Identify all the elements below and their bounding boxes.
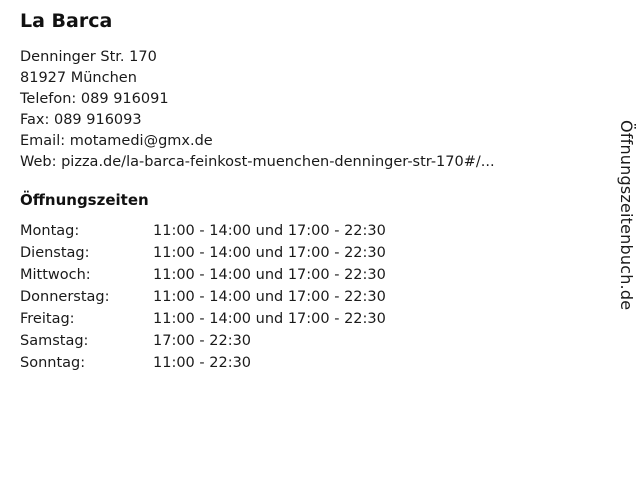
address-line-email: Email: motamedi@gmx.de [20, 132, 213, 149]
table-row [20, 267, 386, 289]
hours-day-label: Freitag: [20, 310, 75, 327]
table-row [20, 311, 386, 333]
hours-day-label: Sonntag: [20, 354, 86, 371]
address-line-phone: Telefon: 089 916091 [20, 90, 169, 107]
hours-time-value: 11:00 - 14:00 und 17:00 - 22:30 [153, 244, 386, 261]
watermark-brand: Öffnungszeitenbuch.de [617, 120, 636, 311]
business-info-card [20, 10, 600, 377]
address-line-street: Denninger Str. 170 [20, 48, 157, 65]
hours-time-value: 17:00 - 22:30 [153, 332, 252, 349]
page-title: La Barca [20, 10, 113, 32]
hours-time-value: 11:00 - 14:00 und 17:00 - 22:30 [153, 266, 386, 283]
opening-hours-table [20, 223, 386, 377]
hours-time-value: 11:00 - 14:00 und 17:00 - 22:30 [153, 288, 386, 305]
hours-time-value: 11:00 - 14:00 und 17:00 - 22:30 [153, 310, 386, 327]
hours-day-label: Donnerstag: [20, 288, 110, 305]
address-line-city: 81927 München [20, 69, 137, 86]
address-block [20, 47, 600, 173]
table-row [20, 289, 386, 311]
opening-hours-title: Öffnungszeiten [20, 190, 149, 209]
address-line-web: Web: pizza.de/la-barca-feinkost-muenchen-denninger-str-170#/... [20, 153, 495, 170]
hours-time-value: 11:00 - 14:00 und 17:00 - 22:30 [153, 222, 386, 239]
table-row [20, 223, 386, 245]
address-line-fax: Fax: 089 916093 [20, 111, 142, 128]
hours-day-label: Dienstag: [20, 244, 90, 261]
hours-day-label: Montag: [20, 222, 80, 239]
hours-day-label: Mittwoch: [20, 266, 91, 283]
hours-time-value: 11:00 - 22:30 [153, 354, 252, 371]
table-row [20, 333, 386, 355]
table-row [20, 355, 386, 377]
table-row [20, 245, 386, 267]
hours-day-label: Samstag: [20, 332, 89, 349]
